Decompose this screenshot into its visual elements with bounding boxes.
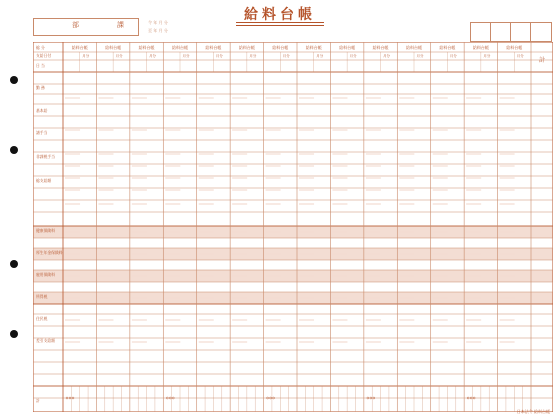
column-sub-1: 月分 xyxy=(115,54,123,58)
column-sub-4: 月分 xyxy=(215,54,223,58)
stamp-divider-3 xyxy=(530,22,531,42)
row-label-14: 計 xyxy=(36,398,40,403)
column-header-2: 給料台帳 xyxy=(138,45,155,50)
column-sub-9: 月分 xyxy=(383,54,391,58)
row-label-13: 差引支給額 xyxy=(36,338,55,343)
row-label-11: 所得税 xyxy=(36,294,48,299)
ledger-grid xyxy=(33,42,553,412)
binder-hole-3 xyxy=(10,260,18,268)
column-header-10: 給料台帳 xyxy=(406,45,422,50)
column-header-13: 給料台帳 xyxy=(506,45,523,50)
column-sub-11: 月分 xyxy=(449,54,457,58)
column-sub-0: 月分 xyxy=(82,54,90,58)
footer-code: 日本法令 給料台帳 xyxy=(516,409,550,414)
row-label-2: 日 当 xyxy=(36,63,45,68)
column-sub-6: 月分 xyxy=(282,54,290,58)
era-line-1: 令 年 月 分 xyxy=(148,20,168,25)
row-label-8: 健康保険料 xyxy=(36,228,55,233)
column-sub-8: 月分 xyxy=(349,54,357,58)
stamp-divider-1 xyxy=(490,22,491,42)
column-header-8: 給料台帳 xyxy=(339,45,356,50)
row-label-5: 諸手当 xyxy=(36,130,48,135)
column-header-0: 給料台帳 xyxy=(71,45,88,50)
column-sub-10: 月分 xyxy=(416,54,424,58)
row-label-1: 支給日付 xyxy=(36,53,52,58)
page-title: 給料台帳 xyxy=(244,7,316,23)
column-header-3: 給料台帳 xyxy=(172,45,188,50)
era-line-2: 至 年 月 分 xyxy=(148,28,168,33)
row-label-12: 住民税 xyxy=(36,316,48,321)
stamp-boxes xyxy=(470,22,552,42)
department-label: 部 xyxy=(72,21,79,29)
column-sub-5: 月分 xyxy=(249,54,257,58)
column-header-9: 給料台帳 xyxy=(372,45,389,50)
column-header-5: 給料台帳 xyxy=(238,45,255,50)
column-header-11: 給料台帳 xyxy=(439,45,456,50)
column-header-12: 給料台帳 xyxy=(472,45,489,50)
row-label-0: 総 分 xyxy=(36,45,45,50)
column-sub-13: 月分 xyxy=(516,54,524,58)
section-label: 課 xyxy=(117,21,124,29)
row-label-10: 雇用保険料 xyxy=(36,272,55,277)
column-sub-12: 月分 xyxy=(483,54,491,58)
column-header-1: 給料台帳 xyxy=(105,45,122,50)
column-sub-3: 月分 xyxy=(182,54,190,58)
row-label-9: 厚生年金保険料 xyxy=(36,250,63,255)
binder-hole-4 xyxy=(10,330,18,338)
row-label-6: 非課税手当 xyxy=(36,154,55,159)
row-label-7: 総支給額 xyxy=(36,178,52,183)
binder-hole-1 xyxy=(10,76,18,84)
stamp-divider-2 xyxy=(510,22,511,42)
row-label-4: 基本給 xyxy=(36,108,48,113)
row-label-3: 勤 務 xyxy=(36,85,45,90)
binder-hole-2 xyxy=(10,146,18,154)
total-header: 計 xyxy=(538,57,546,64)
title-underline xyxy=(236,22,324,26)
column-sub-2: 月分 xyxy=(149,54,157,58)
column-header-4: 給料台帳 xyxy=(205,45,222,50)
column-sub-7: 月分 xyxy=(316,54,324,58)
column-header-7: 給料台帳 xyxy=(305,45,322,50)
column-header-6: 給料台帳 xyxy=(272,45,289,50)
